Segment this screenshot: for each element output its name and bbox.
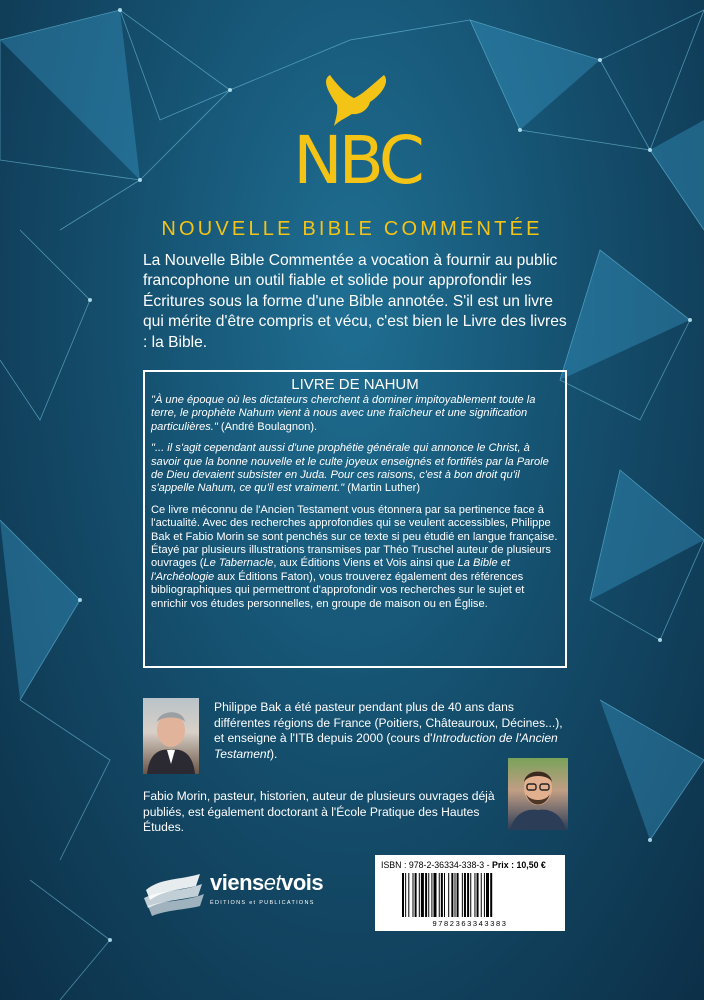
box-description <box>151 504 559 611</box>
description-italic: La Bible et l'Archéologie <box>151 557 510 583</box>
price-text: Prix : 10,50 € <box>492 860 546 870</box>
quote-text: "... il s'agit cependant aussi d'une prophétie générale qui annonce le Christ, à savoir que la bonne nouvelle et le culte joyeux enseignés et fortifiés par la Parole de Dieu devaient subsister en Juda. Pour ces raisons, c'est à bon droit qu'il s'appelle Nahum, ce qu'il est vraiment." <box>151 442 549 495</box>
barcode-bar <box>467 873 469 917</box>
description-text: , aux Éditions Viens et Vois ainsi que <box>273 557 458 570</box>
bio-text: Philippe Bak a été pasteur pendant plus de 40 ans dans différentes régions de France (Poitiers, Châteauroux, Décines...), et enseigne à l'ITB depuis 2000 (cours d' <box>214 700 563 746</box>
barcode-bar <box>428 873 429 917</box>
barcode-bar <box>455 873 456 917</box>
author-photo-fabio-morin <box>508 758 568 830</box>
barcode-bar <box>425 873 427 917</box>
barcode-bar <box>405 873 406 917</box>
quote-author: (André Boulagnon). <box>220 420 318 433</box>
barcode-bar <box>486 873 489 917</box>
description-italic: Le Tabernacle <box>203 557 274 570</box>
barcode-bar <box>415 873 417 917</box>
description-text: Ce livre méconnu de l'Ancien Testament vous étonnera par sa pertinence face à l'actualité. Avec des recherches approfondies qui se veulent accessibles, Philippe Bak et Fabio Morin se sont penchés sur ce texte si peu étudié en langue française. Étayé par plusieurs illustrations transmises par Théo Truschel auteur de plusieurs ouvrages ( <box>151 503 558 570</box>
author-photo-philippe-bak <box>143 698 199 774</box>
barcode-bar <box>448 873 449 917</box>
barcode-bar <box>421 873 424 917</box>
barcode-bar <box>481 873 482 917</box>
publisher-logo <box>140 860 340 920</box>
barcode-bar <box>444 873 445 917</box>
barcode-bar <box>413 873 414 917</box>
bio-text: ). <box>270 746 278 761</box>
barcode-bar <box>490 873 492 917</box>
quote-author: (Martin Luther) <box>347 482 421 495</box>
nahum-summary-box <box>143 370 567 668</box>
barcode-bar <box>464 873 466 917</box>
barcode-bar <box>439 873 440 917</box>
barcode-bar <box>441 873 443 917</box>
author-bio-philippe-bak <box>214 700 566 762</box>
barcode-bar <box>457 873 459 917</box>
barcode-bar <box>484 873 485 917</box>
logo-letters: NBC <box>293 122 421 199</box>
barcode-bar <box>434 873 437 917</box>
publisher-name-part: et <box>263 870 282 895</box>
barcode-number: 9782363343383 <box>432 919 508 928</box>
barcode-bar <box>477 873 479 917</box>
dove-icon <box>282 70 432 130</box>
intro-paragraph: La Nouvelle Bible Commentée a vocation à fournir au public francophone un outil fiable et solide pour approfondir les Écritures sous la forme d'une Bible annotée. S'il est un livre qui mérite d'être compris et vécu, c'est bien le Livre des livres : la Bible. <box>143 252 567 351</box>
publisher-name-part: vois <box>281 870 324 895</box>
barcode-bar <box>431 873 432 917</box>
barcode-bar <box>419 873 420 917</box>
quote-boulagnon <box>151 394 559 434</box>
quote-luther <box>151 442 559 496</box>
box-title: LIVRE DE NAHUM <box>291 376 419 393</box>
author-bio-fabio-morin: Fabio Morin, pasteur, historien, auteur de plusieurs ouvrages déjà publiés, est également doctorant à l'École Pratique des Hautes Études. <box>143 789 495 835</box>
publisher-tagline: ÉDITIONS et PUBLICATIONS <box>210 900 315 906</box>
series-title: NOUVELLE BIBLE COMMENTÉE <box>161 218 543 240</box>
isbn-text: ISBN : 978-2-36334-338-3 - <box>381 860 493 870</box>
barcode-bar <box>408 873 409 917</box>
isbn-price-line <box>381 860 546 870</box>
description-text: aux Éditions Faton), vous trouverez également des références bibliographiques qui permettront d'approfondir vos recherches sur le sujet et enrichir vos études personnelles, en groupe de maison ou en Église. <box>151 570 525 610</box>
publisher-name <box>210 870 323 896</box>
barcode-bar <box>462 873 463 917</box>
barcode-bar <box>451 873 453 917</box>
isbn-barcode-box <box>375 855 565 931</box>
quote-text: "À une époque où les dictateurs cherchent à dominer impitoyablement toute la terre, le prophète Nahum vient à nous avec une fraîcheur et une signification particulières." <box>151 394 536 433</box>
open-book-icon <box>140 860 210 920</box>
barcode-bar <box>402 873 404 917</box>
publisher-name-part: viens <box>210 870 264 895</box>
barcode-bar <box>474 873 475 917</box>
nbc-logo <box>282 70 432 200</box>
barcode-bar <box>470 873 471 917</box>
bio-italic: Introduction de l'Ancien Testament <box>214 731 558 761</box>
barcode <box>402 873 538 919</box>
